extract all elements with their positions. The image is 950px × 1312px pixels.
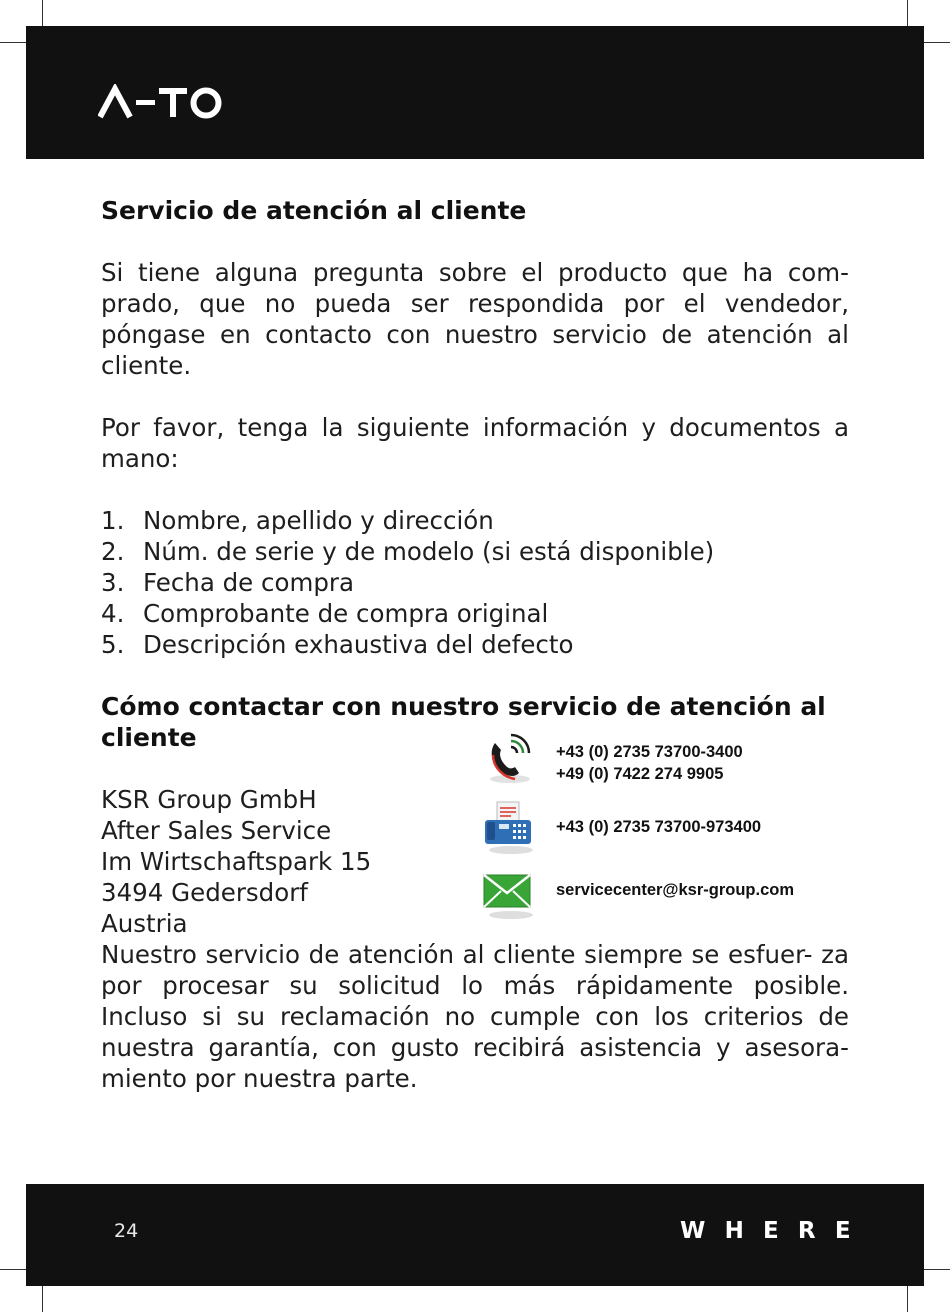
header-bar	[26, 26, 924, 159]
address-line: Austria	[101, 909, 188, 938]
fax-number: +43 (0) 2735 73700-973400	[556, 818, 762, 836]
footer-brand: WHERE	[680, 1218, 870, 1244]
crop-mark	[42, 0, 43, 26]
address-line: After Sales Service	[101, 816, 332, 845]
address-line: Im Wirtschaftspark 15	[101, 847, 372, 876]
section-title: Servicio de atención al cliente	[101, 196, 527, 225]
address-block	[101, 784, 371, 939]
email-address[interactable]: servicecenter@ksr-group.com	[556, 881, 795, 899]
crop-mark	[924, 42, 950, 43]
fax-icon	[481, 800, 537, 856]
crop-mark	[42, 1286, 43, 1312]
phone-numbers	[556, 741, 743, 785]
address-line: KSR Group GmbH	[101, 785, 317, 814]
content	[101, 195, 849, 1094]
phone-number: +49 (0) 7422 274 9905	[556, 765, 724, 783]
email-icon	[481, 869, 537, 921]
list-item: 2. Núm. de serie y de modelo (si está disponible)	[101, 537, 715, 566]
phone-number: +43 (0) 2735 73700-3400	[556, 743, 743, 761]
crop-mark	[907, 1286, 908, 1312]
list-item: 5. Descripción exhaustiva del defecto	[101, 630, 574, 659]
address-line: 3494 Gedersdorf	[101, 878, 308, 907]
footer-bar	[26, 1184, 924, 1286]
list-item: 1. Nombre, apellido y dirección	[101, 506, 494, 535]
crop-mark	[0, 42, 26, 43]
list-item: 4. Comprobante de compra original	[101, 599, 549, 628]
crop-mark	[0, 1269, 26, 1270]
crop-mark	[907, 0, 908, 26]
closing-paragraph: Nuestro servicio de atención al cliente siempre se esfuer- za por procesar su solicitud lo más rápidamente posible. Incluso si su reclamación no cumple con los criterios de nuestra garantía, con gusto recibirá asistencia y asesora- miento por nuestra parte.	[101, 940, 849, 1093]
page-number: 24	[114, 1220, 139, 1242]
crop-mark	[924, 1269, 950, 1270]
brand-logo	[98, 84, 224, 120]
prep-paragraph: Por favor, tenga la siguiente información y documentos a mano:	[101, 413, 849, 473]
contact-section	[101, 691, 849, 939]
contact-title: Cómo contactar con nuestro servicio de atención al cliente	[101, 692, 826, 752]
list-item: 3. Fecha de compra	[101, 568, 355, 597]
phone-icon	[481, 733, 537, 785]
intro-paragraph: Si tiene alguna pregunta sobre el producto que ha com- prado, que no pueda ser respondida por el vendedor, póngase en contacto con nuestro servicio de atención al cliente.	[101, 258, 849, 380]
requirements-list	[101, 505, 849, 660]
